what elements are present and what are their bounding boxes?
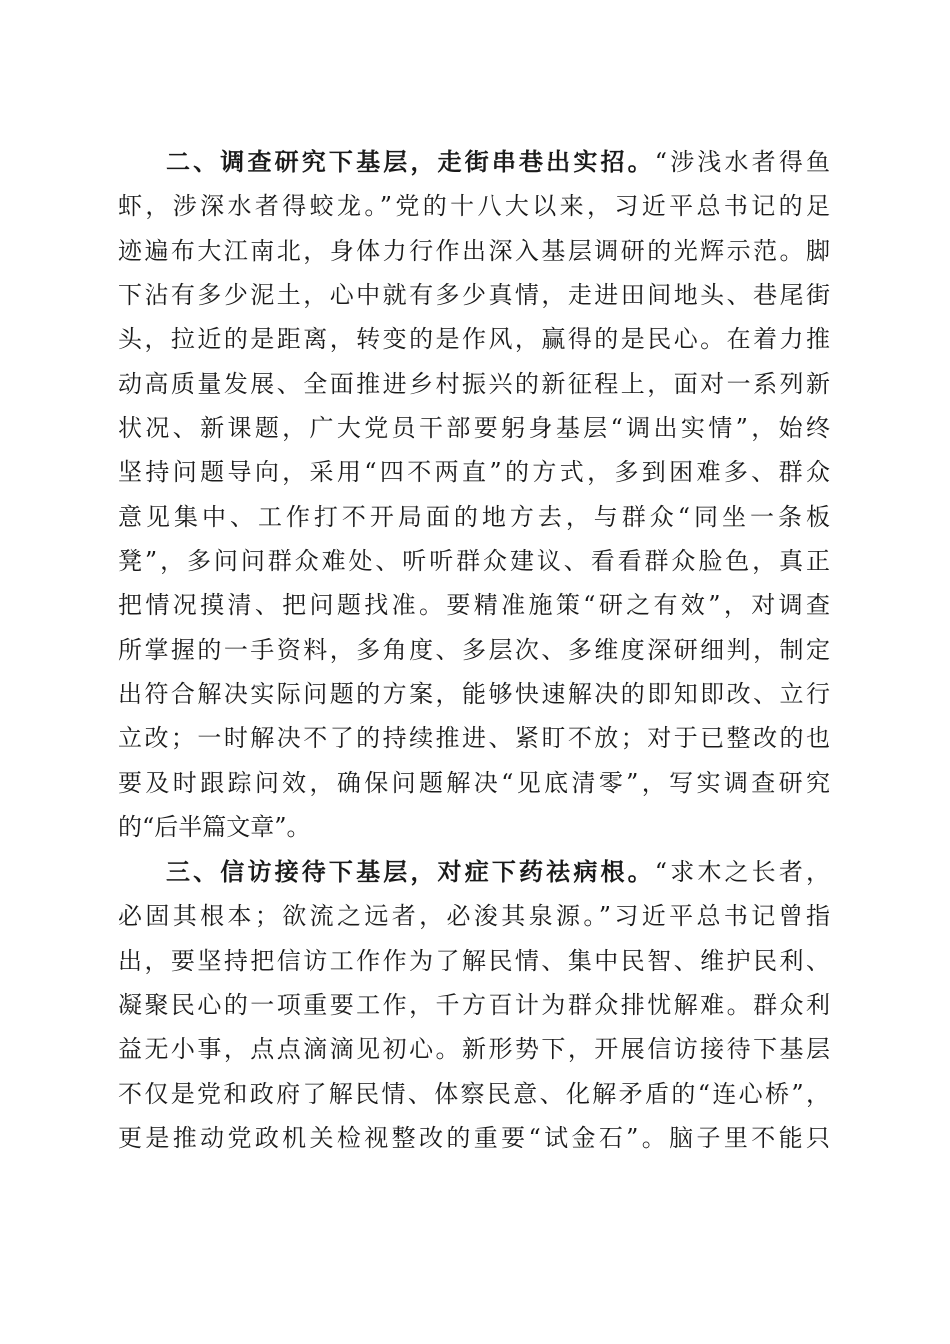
paragraph-line: 出符合解决实际问题的方案，能够快速解决的即知即改、立行 [118,679,830,708]
paragraph-line: 的“后半篇文章”。 [118,812,311,841]
paragraph-line [118,140,830,184]
paragraph-line: 迹遍布大江南北，身体力行作出深入基层调研的光辉示范。脚 [118,236,830,265]
paragraph-line: 意见集中、工作打不开局面的地方去，与群众“同坐一条板 [118,502,830,531]
paragraph-line: 必固其根本；欲流之远者，必浚其泉源。”习近平总书记曾指 [118,902,830,931]
section-heading: 二、调查研究下基层，走街串巷出实招。 [166,148,655,176]
section-heading: 三、信访接待下基层，对症下药祛病根。 [166,858,655,886]
paragraph-line [118,850,830,894]
paragraph-line: 所掌握的一手资料，多角度、多层次、多维度深研细判，制定 [118,635,830,664]
paragraph-line: 坚持问题导向，采用“四不两直”的方式，多到困难多、群众 [118,458,830,487]
paragraph-line: 凳”，多问问群众难处、听听群众建议、看看群众脸色，真正 [118,546,830,575]
paragraph-line: 下沾有多少泥土，心中就有多少真情，走进田间地头、巷尾街 [118,280,830,309]
paragraph-line: 出，要坚持把信访工作作为了解民情、集中民智、维护民利、 [118,946,830,975]
paragraph-line: 虾，涉深水者得蛟龙。”党的十八大以来，习近平总书记的足 [118,192,830,221]
paragraph-line: 立改；一时解决不了的持续推进、紧盯不放；对于已整改的也 [118,724,830,753]
paragraph-line: 状况、新课题，广大党员干部要躬身基层“调出实情”，始终 [118,413,830,442]
paragraph-line: 不仅是党和政府了解民情、体察民意、化解矛盾的“连心桥”， [118,1079,830,1108]
paragraph-section-3 [118,850,830,1160]
paragraph-line: 凝聚民心的一项重要工作，千方百计为群众排忧解难。群众利 [118,990,830,1019]
paragraph-line: 把情况摸清、把问题找准。要精准施策“研之有效”，对调查 [118,591,830,620]
paragraph-line: 益无小事，点点滴滴见初心。新形势下，开展信访接待下基层 [118,1035,830,1064]
paragraph-line: 头，拉近的是距离，转变的是作风，赢得的是民心。在着力推 [118,325,830,354]
line-text: “求木之长者， [654,858,830,886]
paragraph-line: 动高质量发展、全面推进乡村振兴的新征程上，面对一系列新 [118,369,830,398]
paragraph-line: 要及时跟踪问效，确保问题解决“见底清零”，写实调查研究 [118,768,830,797]
paragraph-section-2 [118,140,830,849]
line-text: “涉浅水者得鱼 [654,148,830,176]
paragraph-line: 更是推动党政机关检视整改的重要“试金石”。脑子里不能只 [118,1123,830,1152]
